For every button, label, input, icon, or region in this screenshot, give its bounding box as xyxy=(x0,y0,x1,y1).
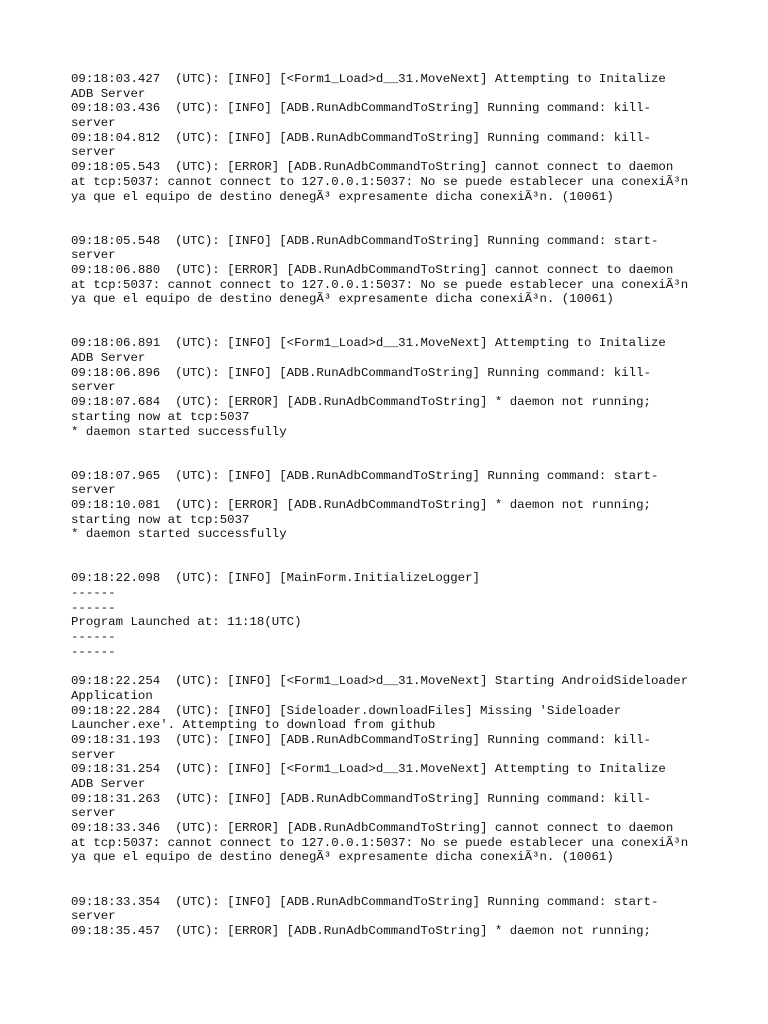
log-line: server xyxy=(71,145,116,160)
log-line: 09:18:22.284 (UTC): [INFO] [Sideloader.downloadFiles] Missing 'Sideloader xyxy=(71,703,622,718)
log-line: ya que el equipo de destino denegÃ³ expresamente dicha conexiÃ³n. (10061) xyxy=(71,850,614,865)
log-line: 09:18:31.193 (UTC): [INFO] [ADB.RunAdbCommandToString] Running command: kill- xyxy=(71,732,651,747)
log-line: * daemon started successfully xyxy=(71,527,287,542)
blank-line xyxy=(71,307,711,322)
log-line: 09:18:06.880 (UTC): [ERROR] [ADB.RunAdbCommandToString] cannot connect to daemon xyxy=(71,262,674,277)
log-line: ------ xyxy=(71,600,116,615)
log-line: 09:18:03.427 (UTC): [INFO] [<Form1_Load>d__31.MoveNext] Attempting to Initalize xyxy=(71,72,666,86)
log-line: 09:18:04.812 (UTC): [INFO] [ADB.RunAdbCommandToString] Running command: kill- xyxy=(71,130,651,145)
log-line: 09:18:31.263 (UTC): [INFO] [ADB.RunAdbCommandToString] Running command: kill- xyxy=(71,791,651,806)
blank-line xyxy=(71,322,711,337)
log-line: server xyxy=(71,380,116,395)
log-line: 09:18:22.098 (UTC): [INFO] [MainForm.InitializeLogger] xyxy=(71,571,480,586)
log-line: at tcp:5037: cannot connect to 127.0.0.1:5037: No se puede establecer una conexiÃ³n xyxy=(71,277,689,292)
log-line: * daemon started successfully xyxy=(71,424,287,439)
blank-line xyxy=(71,204,711,219)
blank-line xyxy=(71,219,711,234)
blank-line xyxy=(71,557,711,572)
log-line: 09:18:06.891 (UTC): [INFO] [<Form1_Load>d__31.MoveNext] Attempting to Initalize xyxy=(71,336,666,351)
log-line: 09:18:22.254 (UTC): [INFO] [<Form1_Load>d__31.MoveNext] Starting AndroidSideloader xyxy=(71,674,689,689)
log-line: 09:18:05.548 (UTC): [INFO] [ADB.RunAdbCommandToString] Running command: start- xyxy=(71,233,659,248)
log-line: 09:18:35.457 (UTC): [ERROR] [ADB.RunAdbCommandToString] * daemon not running; xyxy=(71,923,651,938)
log-line: Program Launched at: 11:18(UTC) xyxy=(71,615,302,630)
log-line: ------ xyxy=(71,644,116,659)
blank-line xyxy=(71,439,711,454)
log-line: Application xyxy=(71,688,153,703)
blank-line xyxy=(71,542,711,557)
log-line: ya que el equipo de destino denegÃ³ expresamente dicha conexiÃ³n. (10061) xyxy=(71,189,614,204)
log-line: 09:18:31.254 (UTC): [INFO] [<Form1_Load>d__31.MoveNext] Attempting to Initalize xyxy=(71,762,666,777)
log-line: ADB Server xyxy=(71,351,146,366)
log-line: ADB Server xyxy=(71,777,146,791)
log-line: at tcp:5037: cannot connect to 127.0.0.1:5037: No se puede establecer una conexiÃ³n xyxy=(71,174,689,189)
log-line: starting now at tcp:5037 xyxy=(71,512,250,527)
blank-line xyxy=(71,454,711,469)
log-line: server xyxy=(71,483,116,498)
log-line: ADB Server xyxy=(71,86,146,101)
log-line: 09:18:10.081 (UTC): [ERROR] [ADB.RunAdbCommandToString] * daemon not running; xyxy=(71,497,651,512)
log-line: server xyxy=(71,747,116,762)
log-line: 09:18:05.543 (UTC): [ERROR] [ADB.RunAdbCommandToString] cannot connect to daemon xyxy=(71,160,674,175)
log-line: server xyxy=(71,909,116,924)
log-line: 09:18:33.354 (UTC): [INFO] [ADB.RunAdbCommandToString] Running command: start- xyxy=(71,894,659,909)
blank-line xyxy=(71,865,711,880)
log-line: 09:18:03.436 (UTC): [INFO] [ADB.RunAdbCommandToString] Running command: kill- xyxy=(71,101,651,116)
log-line: ya que el equipo de destino denegÃ³ expresamente dicha conexiÃ³n. (10061) xyxy=(71,292,614,307)
log-text-block xyxy=(71,72,711,939)
log-line: server xyxy=(71,116,116,131)
blank-line xyxy=(71,880,711,895)
log-line: 09:18:07.965 (UTC): [INFO] [ADB.RunAdbCommandToString] Running command: start- xyxy=(71,468,659,483)
blank-line xyxy=(71,660,711,675)
log-line: starting now at tcp:5037 xyxy=(71,409,250,424)
log-line: at tcp:5037: cannot connect to 127.0.0.1:5037: No se puede establecer una conexiÃ³n xyxy=(71,835,689,850)
log-line: server xyxy=(71,806,116,821)
log-line: ------ xyxy=(71,586,116,601)
log-line: 09:18:33.346 (UTC): [ERROR] [ADB.RunAdbCommandToString] cannot connect to daemon xyxy=(71,821,674,836)
log-line: 09:18:07.684 (UTC): [ERROR] [ADB.RunAdbCommandToString] * daemon not running; xyxy=(71,395,651,410)
log-line: server xyxy=(71,248,116,263)
log-line: Launcher.exe'. Attempting to download from github xyxy=(71,718,436,733)
log-line: 09:18:06.896 (UTC): [INFO] [ADB.RunAdbCommandToString] Running command: kill- xyxy=(71,365,651,380)
log-line: ------ xyxy=(71,630,116,645)
